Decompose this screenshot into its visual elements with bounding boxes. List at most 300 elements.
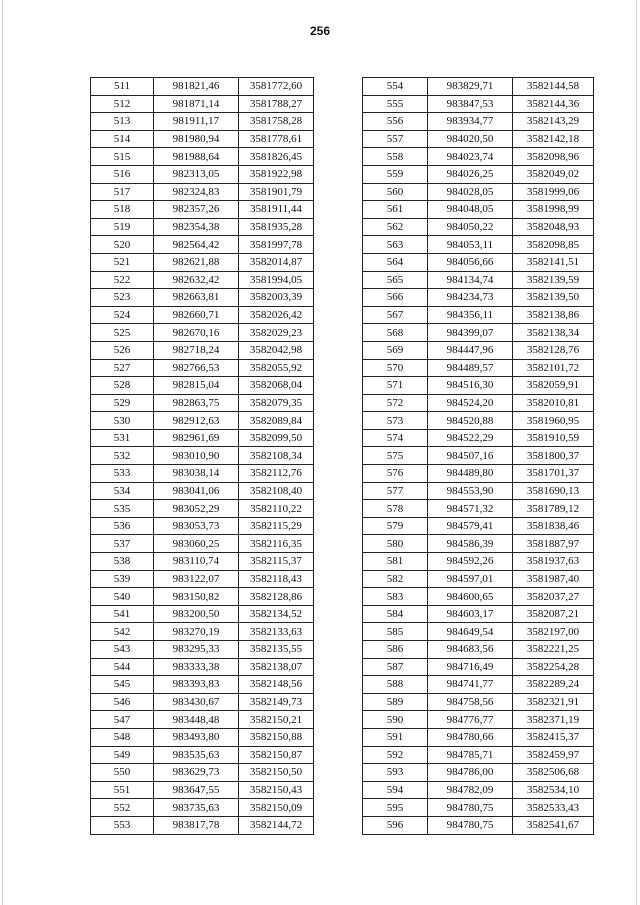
point-number-cell: 561 [363, 201, 428, 219]
y-coordinate-cell: 3582534,10 [513, 781, 594, 799]
x-coordinate-cell: 984489,57 [428, 359, 513, 377]
point-number-cell: 540 [91, 588, 154, 606]
y-coordinate-cell: 3581987,40 [513, 570, 594, 588]
point-number-cell: 522 [91, 271, 154, 289]
point-number-cell: 536 [91, 517, 154, 535]
point-number-cell: 554 [363, 78, 428, 96]
table-row [91, 78, 314, 96]
table-row [91, 553, 314, 571]
point-number-cell: 526 [91, 341, 154, 359]
y-coordinate-cell: 3582029,23 [239, 324, 314, 342]
point-number-cell: 558 [363, 148, 428, 166]
y-coordinate-cell: 3582099,50 [239, 429, 314, 447]
point-number-cell: 589 [363, 693, 428, 711]
y-coordinate-cell: 3582118,43 [239, 570, 314, 588]
point-number-cell: 585 [363, 623, 428, 641]
table-row [91, 165, 314, 183]
x-coordinate-cell: 982961,69 [154, 429, 239, 447]
y-coordinate-cell: 3582059,91 [513, 377, 594, 395]
point-number-cell: 566 [363, 289, 428, 307]
point-number-cell: 530 [91, 412, 154, 430]
x-coordinate-cell: 983817,78 [154, 816, 239, 834]
x-coordinate-cell: 981980,94 [154, 130, 239, 148]
y-coordinate-cell: 3581690,13 [513, 482, 594, 500]
point-number-cell: 576 [363, 465, 428, 483]
x-coordinate-cell: 984356,11 [428, 306, 513, 324]
x-coordinate-cell: 983038,14 [154, 465, 239, 483]
point-number-cell: 560 [363, 183, 428, 201]
point-number-cell: 544 [91, 658, 154, 676]
y-coordinate-cell: 3582150,87 [239, 746, 314, 764]
y-coordinate-cell: 3582087,21 [513, 605, 594, 623]
x-coordinate-cell: 983200,50 [154, 605, 239, 623]
table-row [363, 799, 594, 817]
point-number-cell: 577 [363, 482, 428, 500]
point-number-cell: 515 [91, 148, 154, 166]
table-row [363, 781, 594, 799]
x-coordinate-cell: 984780,75 [428, 816, 513, 834]
point-number-cell: 521 [91, 253, 154, 271]
x-coordinate-cell: 984586,39 [428, 535, 513, 553]
y-coordinate-cell: 3582150,50 [239, 764, 314, 782]
point-number-cell: 533 [91, 465, 154, 483]
y-coordinate-cell: 3582115,29 [239, 517, 314, 535]
point-number-cell: 529 [91, 394, 154, 412]
point-number-cell: 542 [91, 623, 154, 641]
y-coordinate-cell: 3582139,59 [513, 271, 594, 289]
y-coordinate-cell: 3582079,35 [239, 394, 314, 412]
point-number-cell: 523 [91, 289, 154, 307]
table-row [91, 253, 314, 271]
table-row [91, 183, 314, 201]
coordinates-table-left [90, 77, 314, 835]
table-row [363, 623, 594, 641]
y-coordinate-cell: 3581701,37 [513, 465, 594, 483]
point-number-cell: 541 [91, 605, 154, 623]
y-coordinate-cell: 3582150,21 [239, 711, 314, 729]
table-row [363, 535, 594, 553]
y-coordinate-cell: 3582415,37 [513, 728, 594, 746]
y-coordinate-cell: 3582098,85 [513, 236, 594, 254]
x-coordinate-cell: 983150,82 [154, 588, 239, 606]
point-number-cell: 517 [91, 183, 154, 201]
point-number-cell: 557 [363, 130, 428, 148]
x-coordinate-cell: 982663,81 [154, 289, 239, 307]
table-row [91, 465, 314, 483]
table-row [363, 341, 594, 359]
point-number-cell: 551 [91, 781, 154, 799]
point-number-cell: 582 [363, 570, 428, 588]
table-row [363, 359, 594, 377]
x-coordinate-cell: 984597,01 [428, 570, 513, 588]
point-number-cell: 567 [363, 306, 428, 324]
x-coordinate-cell: 984776,77 [428, 711, 513, 729]
y-coordinate-cell: 3582221,25 [513, 641, 594, 659]
x-coordinate-cell: 982670,16 [154, 324, 239, 342]
table-row [363, 465, 594, 483]
table-row [91, 728, 314, 746]
x-coordinate-cell: 983010,90 [154, 447, 239, 465]
point-number-cell: 528 [91, 377, 154, 395]
x-coordinate-cell: 983847,53 [428, 95, 513, 113]
table-row [363, 447, 594, 465]
y-coordinate-cell: 3581778,61 [239, 130, 314, 148]
table-row [363, 658, 594, 676]
table-row [91, 693, 314, 711]
x-coordinate-cell: 981871,14 [154, 95, 239, 113]
x-coordinate-cell: 984023,74 [428, 148, 513, 166]
y-coordinate-cell: 3582197,00 [513, 623, 594, 641]
table-row [91, 799, 314, 817]
point-number-cell: 538 [91, 553, 154, 571]
table-row [91, 570, 314, 588]
y-coordinate-cell: 3582138,86 [513, 306, 594, 324]
y-coordinate-cell: 3582254,28 [513, 658, 594, 676]
y-coordinate-cell: 3581887,97 [513, 535, 594, 553]
y-coordinate-cell: 3581772,60 [239, 78, 314, 96]
y-coordinate-cell: 3581997,78 [239, 236, 314, 254]
y-coordinate-cell: 3581911,44 [239, 201, 314, 219]
y-coordinate-cell: 3582150,43 [239, 781, 314, 799]
x-coordinate-cell: 982766,53 [154, 359, 239, 377]
y-coordinate-cell: 3582139,50 [513, 289, 594, 307]
y-coordinate-cell: 3582371,19 [513, 711, 594, 729]
x-coordinate-cell: 984716,49 [428, 658, 513, 676]
point-number-cell: 552 [91, 799, 154, 817]
table-row [91, 781, 314, 799]
table-row [91, 764, 314, 782]
point-number-cell: 519 [91, 218, 154, 236]
y-coordinate-cell: 3582149,73 [239, 693, 314, 711]
y-coordinate-cell: 3582128,76 [513, 341, 594, 359]
y-coordinate-cell: 3582144,36 [513, 95, 594, 113]
x-coordinate-cell: 983535,63 [154, 746, 239, 764]
table-row [363, 306, 594, 324]
y-coordinate-cell: 3582098,96 [513, 148, 594, 166]
x-coordinate-cell: 984758,56 [428, 693, 513, 711]
table-row [91, 394, 314, 412]
table-row [363, 553, 594, 571]
point-number-cell: 581 [363, 553, 428, 571]
x-coordinate-cell: 983735,63 [154, 799, 239, 817]
table-row [91, 588, 314, 606]
table-row [363, 271, 594, 289]
point-number-cell: 575 [363, 447, 428, 465]
y-coordinate-cell: 3582110,22 [239, 500, 314, 518]
x-coordinate-cell: 984553,90 [428, 482, 513, 500]
table-row [363, 711, 594, 729]
point-number-cell: 594 [363, 781, 428, 799]
point-number-cell: 584 [363, 605, 428, 623]
y-coordinate-cell: 3582003,39 [239, 289, 314, 307]
table-row [363, 676, 594, 694]
x-coordinate-cell: 984592,26 [428, 553, 513, 571]
y-coordinate-cell: 3582068,04 [239, 377, 314, 395]
point-number-cell: 595 [363, 799, 428, 817]
table-row [91, 236, 314, 254]
x-coordinate-cell: 983493,80 [154, 728, 239, 746]
table-row [363, 728, 594, 746]
x-coordinate-cell: 984600,65 [428, 588, 513, 606]
x-coordinate-cell: 982660,71 [154, 306, 239, 324]
x-coordinate-cell: 982632,42 [154, 271, 239, 289]
table-row [91, 289, 314, 307]
x-coordinate-cell: 982718,24 [154, 341, 239, 359]
table-row [363, 148, 594, 166]
table-row [363, 201, 594, 219]
x-coordinate-cell: 984048,05 [428, 201, 513, 219]
point-number-cell: 570 [363, 359, 428, 377]
table-row [91, 535, 314, 553]
x-coordinate-cell: 984780,66 [428, 728, 513, 746]
y-coordinate-cell: 3582533,43 [513, 799, 594, 817]
table-row [363, 412, 594, 430]
table-row [91, 482, 314, 500]
point-number-cell: 586 [363, 641, 428, 659]
table-row [91, 623, 314, 641]
x-coordinate-cell: 982313,05 [154, 165, 239, 183]
y-coordinate-cell: 3582128,86 [239, 588, 314, 606]
point-number-cell: 537 [91, 535, 154, 553]
table-row [363, 500, 594, 518]
x-coordinate-cell: 984571,32 [428, 500, 513, 518]
x-coordinate-cell: 984028,05 [428, 183, 513, 201]
point-number-cell: 547 [91, 711, 154, 729]
x-coordinate-cell: 984020,50 [428, 130, 513, 148]
x-coordinate-cell: 984053,11 [428, 236, 513, 254]
y-coordinate-cell: 3582133,63 [239, 623, 314, 641]
x-coordinate-cell: 982621,88 [154, 253, 239, 271]
y-coordinate-cell: 3582143,29 [513, 113, 594, 131]
x-coordinate-cell: 982912,63 [154, 412, 239, 430]
x-coordinate-cell: 984782,09 [428, 781, 513, 799]
table-row [91, 517, 314, 535]
table-row [363, 78, 594, 96]
table-row [91, 412, 314, 430]
point-number-cell: 593 [363, 764, 428, 782]
table-row [91, 746, 314, 764]
table-row [91, 306, 314, 324]
table-row [363, 165, 594, 183]
point-number-cell: 571 [363, 377, 428, 395]
point-number-cell: 548 [91, 728, 154, 746]
x-coordinate-cell: 984507,16 [428, 447, 513, 465]
x-coordinate-cell: 983295,33 [154, 641, 239, 659]
x-coordinate-cell: 983629,73 [154, 764, 239, 782]
page-margin-line-right [636, 0, 637, 905]
x-coordinate-cell: 984522,29 [428, 429, 513, 447]
y-coordinate-cell: 3582014,87 [239, 253, 314, 271]
page-number: 256 [309, 24, 331, 38]
table-row [91, 816, 314, 834]
y-coordinate-cell: 3582144,58 [513, 78, 594, 96]
y-coordinate-cell: 3582134,52 [239, 605, 314, 623]
y-coordinate-cell: 3582049,02 [513, 165, 594, 183]
y-coordinate-cell: 3582506,68 [513, 764, 594, 782]
table-row [91, 641, 314, 659]
y-coordinate-cell: 3582055,92 [239, 359, 314, 377]
x-coordinate-cell: 984524,20 [428, 394, 513, 412]
point-number-cell: 569 [363, 341, 428, 359]
table-row [363, 605, 594, 623]
table-row [363, 324, 594, 342]
x-coordinate-cell: 984489,80 [428, 465, 513, 483]
y-coordinate-cell: 3581838,46 [513, 517, 594, 535]
x-coordinate-cell: 983052,29 [154, 500, 239, 518]
y-coordinate-cell: 3582089,84 [239, 412, 314, 430]
point-number-cell: 518 [91, 201, 154, 219]
y-coordinate-cell: 3581800,37 [513, 447, 594, 465]
y-coordinate-cell: 3582101,72 [513, 359, 594, 377]
point-number-cell: 511 [91, 78, 154, 96]
y-coordinate-cell: 3581789,12 [513, 500, 594, 518]
point-number-cell: 545 [91, 676, 154, 694]
x-coordinate-cell: 984056,66 [428, 253, 513, 271]
y-coordinate-cell: 3581758,28 [239, 113, 314, 131]
table-row [363, 130, 594, 148]
point-number-cell: 527 [91, 359, 154, 377]
x-coordinate-cell: 984050,22 [428, 218, 513, 236]
table-row [363, 429, 594, 447]
point-number-cell: 574 [363, 429, 428, 447]
point-number-cell: 591 [363, 728, 428, 746]
x-coordinate-cell: 984234,73 [428, 289, 513, 307]
y-coordinate-cell: 3581999,06 [513, 183, 594, 201]
point-number-cell: 568 [363, 324, 428, 342]
table-row [363, 764, 594, 782]
table-row [363, 482, 594, 500]
x-coordinate-cell: 984520,88 [428, 412, 513, 430]
x-coordinate-cell: 981821,46 [154, 78, 239, 96]
table-row [91, 341, 314, 359]
y-coordinate-cell: 3581994,05 [239, 271, 314, 289]
x-coordinate-cell: 983270,19 [154, 623, 239, 641]
y-coordinate-cell: 3582138,07 [239, 658, 314, 676]
point-number-cell: 579 [363, 517, 428, 535]
table-row [91, 658, 314, 676]
x-coordinate-cell: 982564,42 [154, 236, 239, 254]
x-coordinate-cell: 983060,25 [154, 535, 239, 553]
y-coordinate-cell: 3582115,37 [239, 553, 314, 571]
table-row [363, 693, 594, 711]
table-row [363, 394, 594, 412]
point-number-cell: 564 [363, 253, 428, 271]
y-coordinate-cell: 3582150,88 [239, 728, 314, 746]
table-row [363, 236, 594, 254]
y-coordinate-cell: 3581960,95 [513, 412, 594, 430]
point-number-cell: 543 [91, 641, 154, 659]
coordinates-table-right [362, 77, 594, 835]
table-row [363, 377, 594, 395]
table-row [363, 570, 594, 588]
x-coordinate-cell: 983122,07 [154, 570, 239, 588]
y-coordinate-cell: 3582138,34 [513, 324, 594, 342]
table-row [363, 746, 594, 764]
table-row [91, 271, 314, 289]
table-row [91, 377, 314, 395]
y-coordinate-cell: 3582042,98 [239, 341, 314, 359]
y-coordinate-cell: 3581937,63 [513, 553, 594, 571]
y-coordinate-cell: 3581998,99 [513, 201, 594, 219]
table-row [91, 429, 314, 447]
point-number-cell: 565 [363, 271, 428, 289]
x-coordinate-cell: 982357,26 [154, 201, 239, 219]
x-coordinate-cell: 984786,00 [428, 764, 513, 782]
point-number-cell: 549 [91, 746, 154, 764]
y-coordinate-cell: 3581922,98 [239, 165, 314, 183]
point-number-cell: 534 [91, 482, 154, 500]
table-row [363, 289, 594, 307]
table-row [91, 95, 314, 113]
x-coordinate-cell: 984447,96 [428, 341, 513, 359]
point-number-cell: 578 [363, 500, 428, 518]
point-number-cell: 539 [91, 570, 154, 588]
point-number-cell: 590 [363, 711, 428, 729]
table-row [91, 676, 314, 694]
table-row [91, 148, 314, 166]
table-row [363, 588, 594, 606]
x-coordinate-cell: 982863,75 [154, 394, 239, 412]
page-margin-line-left [2, 0, 3, 905]
point-number-cell: 553 [91, 816, 154, 834]
point-number-cell: 562 [363, 218, 428, 236]
table-row [363, 95, 594, 113]
y-coordinate-cell: 3582142,18 [513, 130, 594, 148]
point-number-cell: 513 [91, 113, 154, 131]
table-row [91, 500, 314, 518]
table-row [363, 641, 594, 659]
y-coordinate-cell: 3582010,81 [513, 394, 594, 412]
point-number-cell: 516 [91, 165, 154, 183]
x-coordinate-cell: 983393,83 [154, 676, 239, 694]
point-number-cell: 520 [91, 236, 154, 254]
y-coordinate-cell: 3581910,59 [513, 429, 594, 447]
point-number-cell: 525 [91, 324, 154, 342]
x-coordinate-cell: 981988,64 [154, 148, 239, 166]
y-coordinate-cell: 3582541,67 [513, 816, 594, 834]
x-coordinate-cell: 984780,75 [428, 799, 513, 817]
point-number-cell: 572 [363, 394, 428, 412]
y-coordinate-cell: 3582037,27 [513, 588, 594, 606]
x-coordinate-cell: 984399,07 [428, 324, 513, 342]
y-coordinate-cell: 3581826,45 [239, 148, 314, 166]
x-coordinate-cell: 983829,71 [428, 78, 513, 96]
x-coordinate-cell: 981911,17 [154, 113, 239, 131]
y-coordinate-cell: 3581935,28 [239, 218, 314, 236]
point-number-cell: 588 [363, 676, 428, 694]
x-coordinate-cell: 983110,74 [154, 553, 239, 571]
y-coordinate-cell: 3582135,55 [239, 641, 314, 659]
x-coordinate-cell: 984683,56 [428, 641, 513, 659]
y-coordinate-cell: 3582048,93 [513, 218, 594, 236]
table-row [363, 816, 594, 834]
point-number-cell: 563 [363, 236, 428, 254]
y-coordinate-cell: 3582148,56 [239, 676, 314, 694]
table-row [91, 201, 314, 219]
y-coordinate-cell: 3581901,79 [239, 183, 314, 201]
y-coordinate-cell: 3582321,91 [513, 693, 594, 711]
point-number-cell: 583 [363, 588, 428, 606]
table-row [91, 218, 314, 236]
x-coordinate-cell: 983647,55 [154, 781, 239, 799]
point-number-cell: 532 [91, 447, 154, 465]
x-coordinate-cell: 984516,30 [428, 377, 513, 395]
y-coordinate-cell: 3582026,42 [239, 306, 314, 324]
point-number-cell: 573 [363, 412, 428, 430]
x-coordinate-cell: 984649,54 [428, 623, 513, 641]
y-coordinate-cell: 3582289,24 [513, 676, 594, 694]
x-coordinate-cell: 983448,48 [154, 711, 239, 729]
